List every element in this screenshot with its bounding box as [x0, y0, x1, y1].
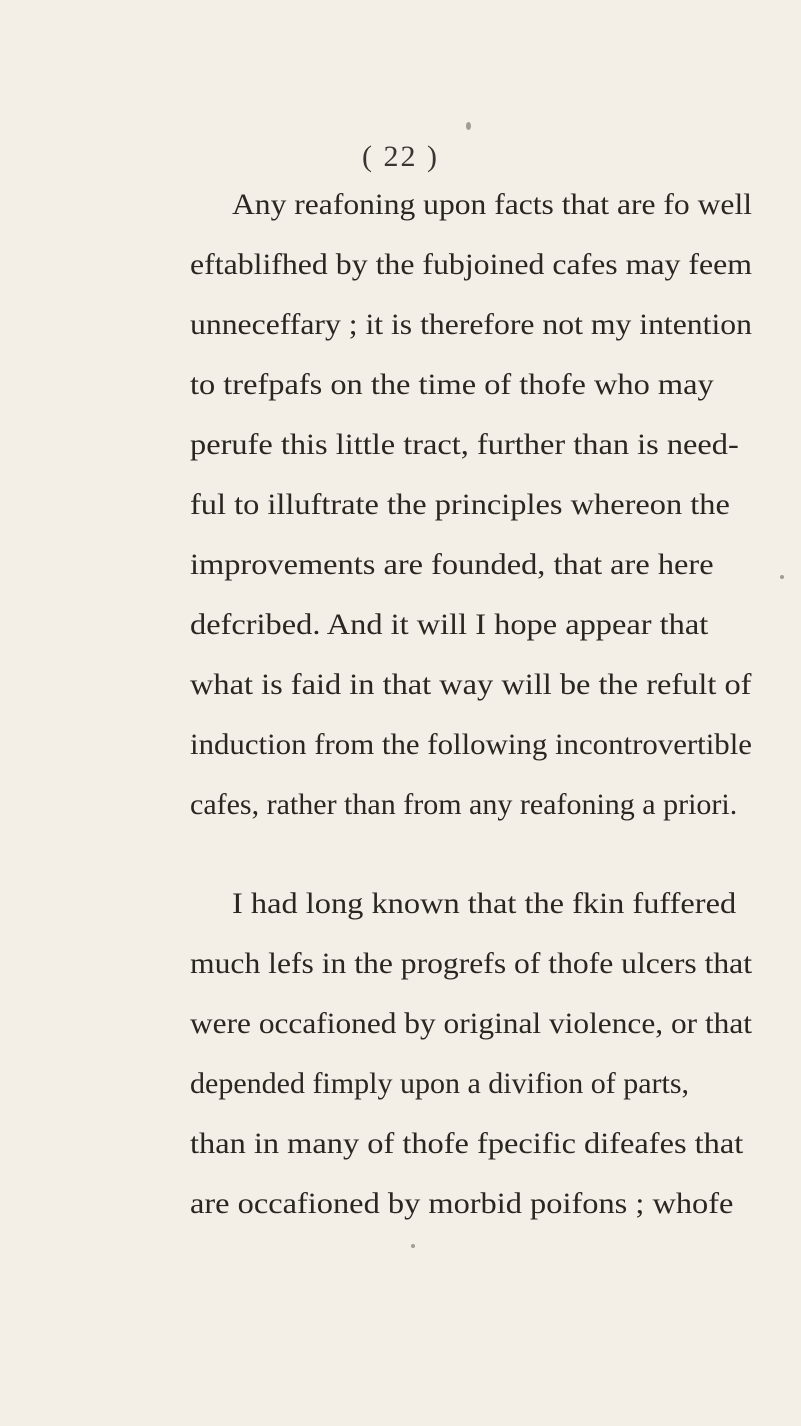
paper-speck: [780, 575, 784, 579]
text-line: eftablifhed by the fubjoined cafes may feem: [190, 248, 752, 281]
text-line: perufe this little tract, further than is need-: [190, 428, 739, 461]
text-line: were occafioned by original violence, or that: [190, 1007, 752, 1040]
text-line: than in many of thofe fpecific difeafes that: [190, 1127, 744, 1160]
text-line: depended fimply upon a divifion of parts,: [190, 1067, 690, 1100]
text-line: what is faid in that way will be the refult of: [190, 668, 752, 701]
paper-speck: [411, 1244, 415, 1248]
text-line: much lefs in the progrefs of thofe ulcers that: [190, 947, 753, 980]
text-line: induction from the following incontrovertible: [190, 728, 752, 761]
text-line: defcribed. And it will I hope appear that: [190, 608, 709, 641]
text-line: improvements are founded, that are here: [190, 548, 714, 581]
text-line: ful to illuftrate the principles whereon the: [190, 488, 730, 521]
text-line: are occafioned by morbid poifons ; whofe: [190, 1187, 734, 1220]
text-line: cafes, rather than from any reafoning a priori.: [190, 788, 738, 821]
paper-speck: [466, 122, 471, 130]
text-line: to trefpafs on the time of thofe who may: [190, 368, 714, 401]
page-number: ( 22 ): [362, 140, 439, 173]
text-line: I had long known that the fkin fuffered: [232, 887, 737, 920]
text-line: Any reafoning upon facts that are fo well: [232, 188, 752, 221]
text-line: unneceffary ; it is therefore not my intention: [190, 308, 752, 341]
